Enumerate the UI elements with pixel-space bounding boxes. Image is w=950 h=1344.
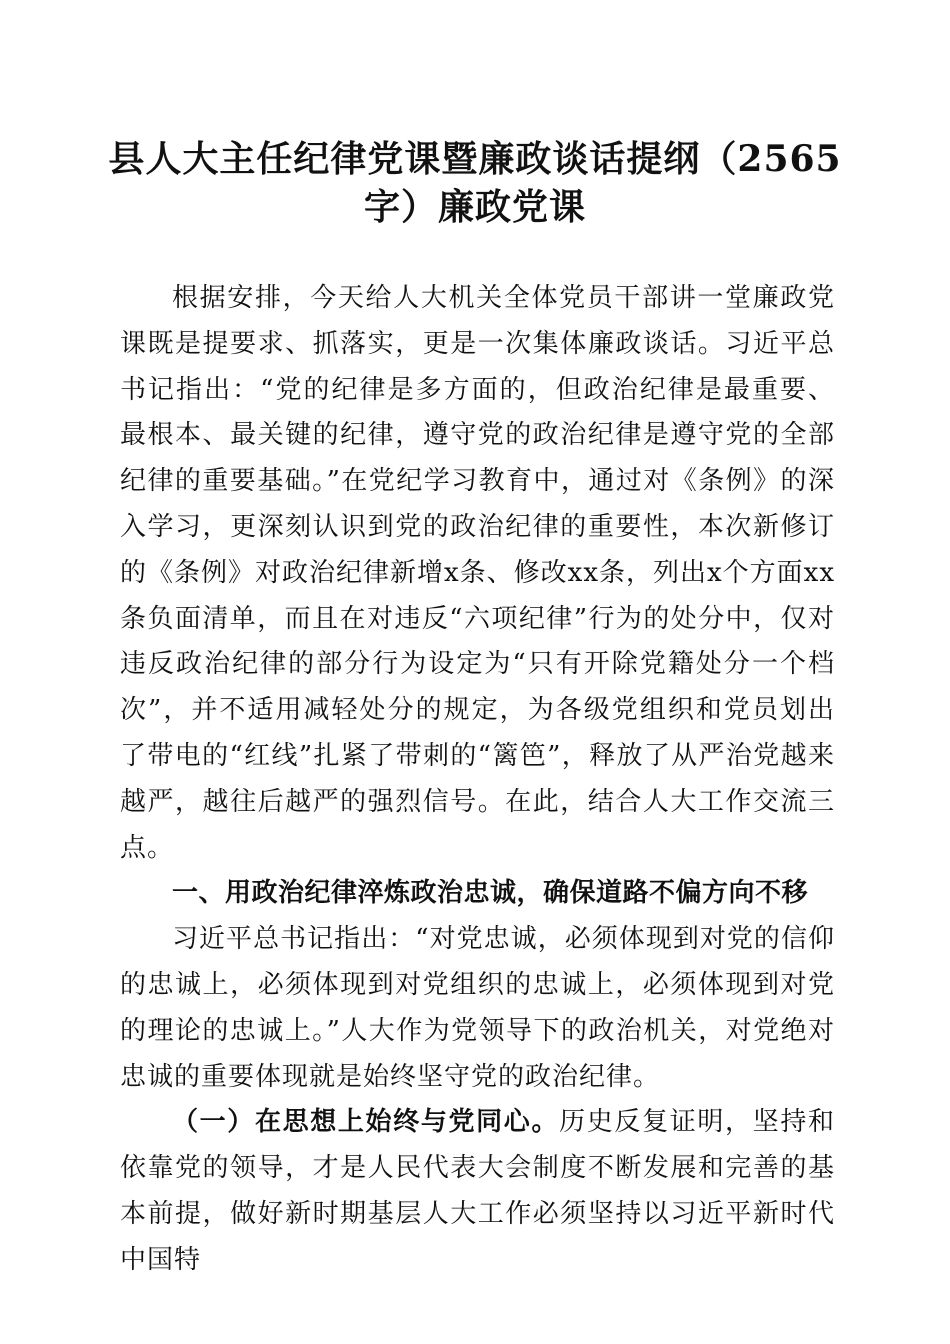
subsection-lead: （一）在思想上始终与党同心。 [172,1107,560,1138]
paragraph-2: 习近平总书记指出：“对党忠诚，必须体现到对党的信仰的忠诚上，必须体现到对党组织的忠诚上，必须体现到对党的理论的忠诚上。”人大作为党领导下的政治机关，对党绝对忠诚的重要体现就是始终坚守党的政治纪律。 [120,924,835,1092]
intro-paragraph: 根据安排，今天给人大机关全体党员干部讲一堂廉政党课既是提要求、抓落实，更是一次集体廉政谈话。习近平总书记指出：“党的纪律是多方面的，但政治纪律是最重要、最根本、最关键的纪律，遵守党的政治纪律是遵守党的全部纪律的重要基础。”在党纪学习教育中，通过对《条例》的深入学习，更深刻认识到党的政治纪律的重要性，本次新修订的《条例》对政治纪律新增x条、修改xx条，列出x个方面xx条负面清单，而且在对违反“六项纪律”行为的处分中，仅对违反政治纪律的部分行为设定为“只有开除党籍处分一个档次”，并不适用减轻处分的规定，为各级党组织和党员划出了带电的“红线”扎紧了带刺的“篱笆”，释放了从严治党越来越严，越往后越严的强烈信号。在此，结合人大工作交流三点。 [120,283,835,863]
paragraph-3-text: 历史反复证明，坚持和依靠党的领导，才是人民代表大会制度不断发展和完善的基本前提，做好新时期基层人大工作必须坚持以习近平新时代中国特 [120,1107,835,1275]
paragraph-3 [120,1100,835,1283]
document-body [120,276,835,1284]
document-title: 县人大主任纪律党课暨廉政谈话提纲（2565字）廉政党课 [108,138,842,228]
section-heading-1: 一、用政治纪律淬炼政治忠诚，确保道路不偏方向不移 [172,878,809,909]
